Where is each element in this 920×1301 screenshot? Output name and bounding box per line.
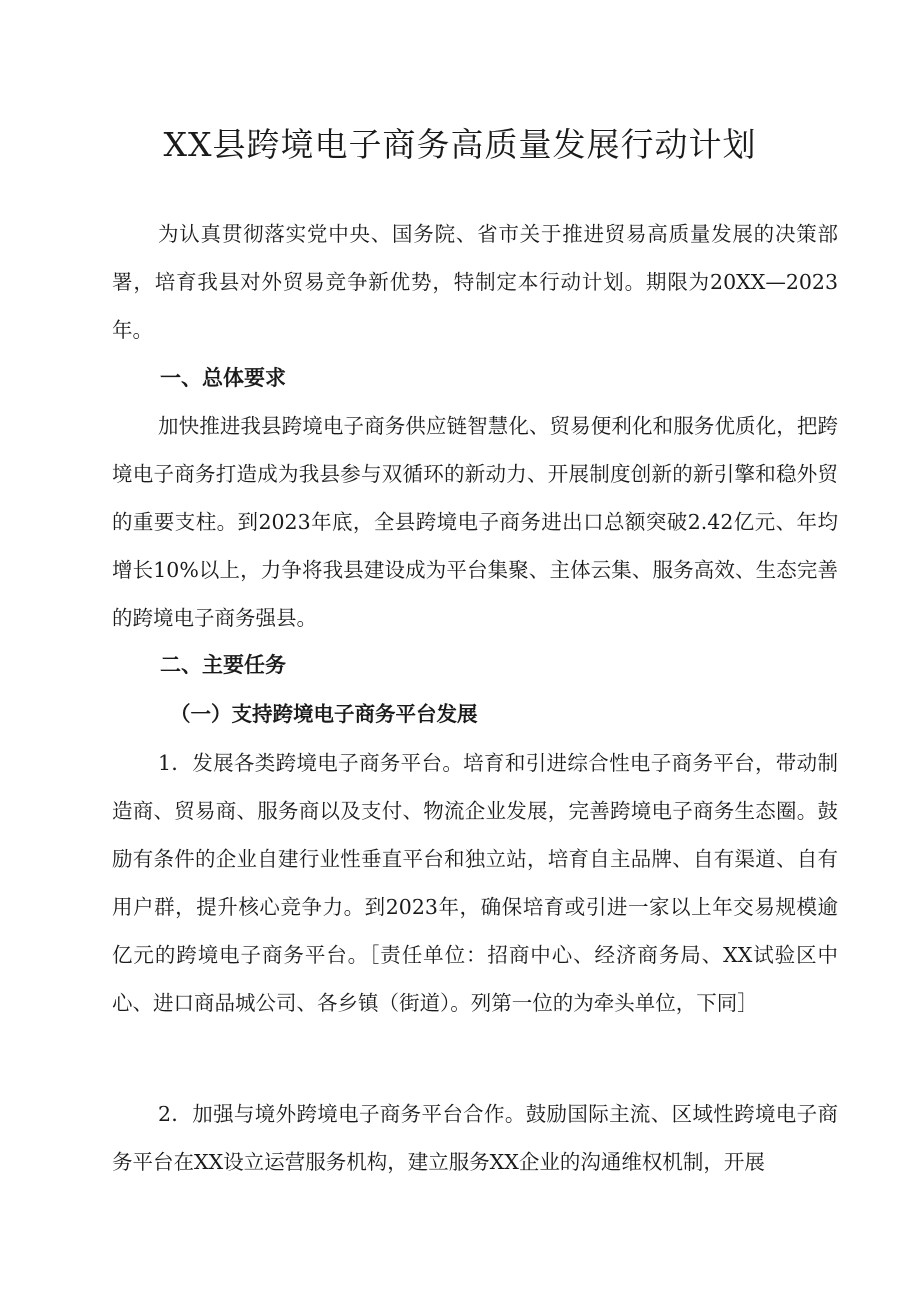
section-heading-main-tasks: 二、主要任务 <box>160 653 286 677</box>
task-item-1-paragraph: 1．发展各类跨境电子商务平台。培育和引进综合性电子商务平台，带动制造商、贸易商、服务商以及支付、物流企业发展，完善跨境电子商务生态圈。鼓励有条件的企业自建行业性垂直平台和独立站，培育自主品牌、自有渠道、自有用户群，提升核心竞争力。到2023年，确保培育或引进一家以上年交易规模逾亿元的跨境电子商务平台。［责任单位：招商中心、经济商务局、XX试验区中心、进口商品城公司、各乡镇（街道）。列第一位的为牵头单位，下同］ <box>112 751 838 1015</box>
document-title: XX县跨境电子商务高质量发展行动计划 <box>163 125 757 164</box>
subsection-heading-platform-development: （一）支持跨境电子商务平台发展 <box>170 702 478 726</box>
section-heading-general-requirements: 一、总体要求 <box>160 366 286 390</box>
general-requirements-paragraph: 加快推进我县跨境电子商务供应链智慧化、贸易便利化和服务优质化，把跨境电子商务打造成为我县参与双循环的新动力、开展制度创新的新引擎和稳外贸的重要支柱。到2023年底，全县跨境电子商务进出口总额突破2.42亿元、年均增长10%以上，力争将我县建设成为平台集聚、主体云集、服务高效、生态完善的跨境电子商务强县。 <box>112 414 838 630</box>
task-item-2-paragraph: 2．加强与境外跨境电子商务平台合作。鼓励国际主流、区域性跨境电子商务平台在XX设立运营服务机构，建立服务XX企业的沟通维权机制，开展 <box>112 1102 838 1174</box>
intro-paragraph: 为认真贯彻落实党中央、国务院、省市关于推进贸易高质量发展的决策部署，培育我县对外贸易竞争新优势，特制定本行动计划。期限为20XX—2023年。 <box>112 222 838 342</box>
